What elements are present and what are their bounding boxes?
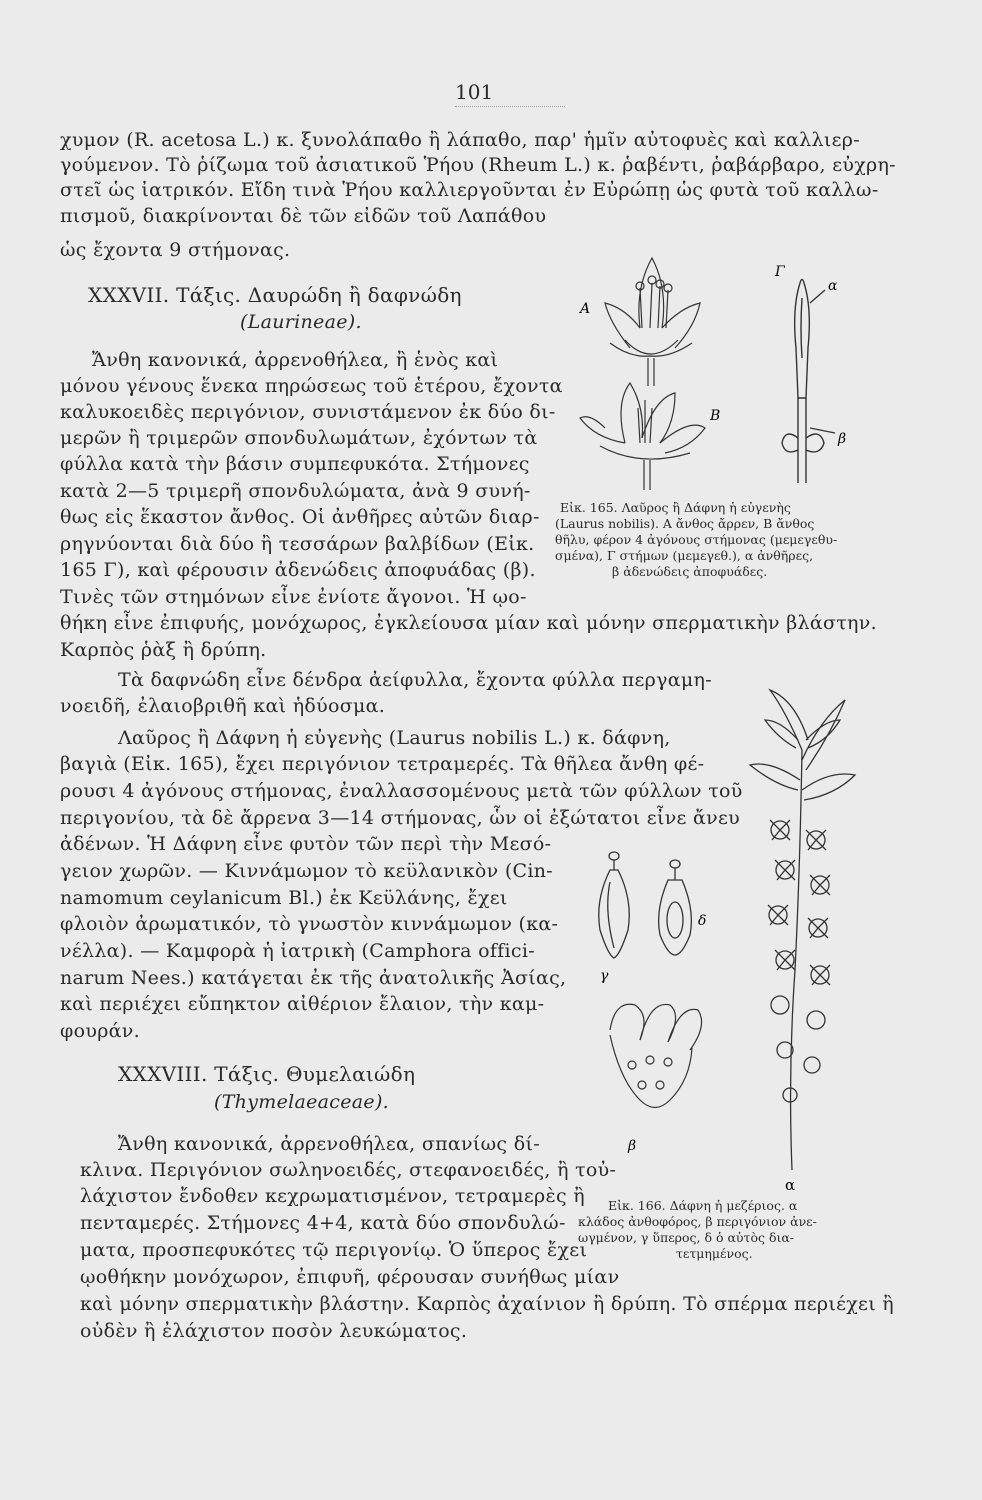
text-line: λάχιστον ἔνδοθεν κεχρωματισμένον, τετραμερὲς ἢ [80, 1185, 585, 1207]
fig166-label: β [628, 1138, 637, 1154]
text-line: κατὰ 2—5 τριμερῆ σπονδυλώματα, ἀνὰ 9 συνή- [60, 480, 531, 502]
text-line: στεῖ ὡς ἰατρικόν. Εἴδη τινὰ Ῥήου καλλιεργοῦνται ἐν Εὐρώπῃ ὡς φυτὰ τοῦ καλλω- [60, 179, 879, 201]
section-latin-name: (Laurineae). [240, 311, 362, 333]
text-line: καὶ περιέχει εὔπηκτον αἰθέριον ἔλαιον, τὴν καμ- [60, 993, 545, 1015]
fig165-label: β [838, 431, 847, 447]
fig165-label: α [828, 278, 838, 294]
text-line: καλυκοειδὲς περιγόνιον, συνιστάμενον ἐκ δύο δι- [60, 401, 556, 423]
pistil-drawing [599, 852, 630, 958]
fig166-label: δ [698, 913, 707, 929]
figure-caption-line: σμένα), Γ στήμων (μεμεγεθ.), α ἀνθῆρες, [555, 548, 814, 563]
figure-caption-line: Εἰκ. 166. Δάφνη ἡ μεζέριος. α [608, 1198, 798, 1213]
text-line: ὡς ἔχοντα 9 στήμονας. [60, 239, 291, 261]
text-line: Τινὲς τῶν στημόνων εἶνε ἐνίοτε ἄγονοι. Ἡ ῳο- [60, 586, 527, 608]
text-line: μερῶν ἢ τριμερῶν σπονδυλωμάτων, ἐχόντων τὰ [60, 427, 538, 449]
text-line: χυμον (R. acetosa L.) κ. ξυνολάπαθο ἢ λάπαθο, παρ' ἡμῖν αὐτοφυὲς καὶ καλλιερ- [60, 129, 860, 151]
text-line: περιγονίου, τὰ δὲ ἄρρενα 3—14 στήμονας, ὧν οἱ ἐξώτατοι εἶνε ἄνευ [60, 807, 741, 829]
header-rule [455, 106, 565, 107]
fig165-label: Γ [775, 264, 785, 280]
text-line: φλοιὸν ἀρωματικόν, τὸ γνωστὸν κιννάμωμον (κα- [60, 913, 559, 935]
page-number: 101 [455, 80, 494, 104]
text-line: βαγιὰ (Εἰκ. 165), ἔχει περιγόνιον τετραμερές. Τὰ θῆλεα ἄνθη φέ- [60, 753, 705, 775]
figure-caption-line: Εἰκ. 165. Λαῦρος ἢ Δάφνη ἡ εὐγενὴς [560, 500, 791, 515]
text-line: πισμοῦ, διακρίνονται δὲ τῶν εἰδῶν τοῦ Λαπάθου [60, 205, 547, 227]
text-line: Καρπὸς ῥὰξ ἢ δρύπη. [60, 639, 267, 661]
figure-caption-line: θῆλυ, φέρον 4 ἀγόνους στήμονας (μεμεγεθυ- [555, 532, 838, 547]
text-line: γειον χωρῶν. — Κιννάμωμον τὸ κεϋλανικὸν (Cin- [60, 860, 554, 882]
fig166-label: γ [600, 968, 609, 984]
text-line: φύλλα κατὰ τὴν βάσιν συμπεφυκότα. Στήμονες [60, 453, 530, 475]
flower-a-drawing [605, 258, 700, 386]
text-line: θως εἰς ἕκαστον ἄνθος. Οἱ ἀνθῆρες αὐτῶν διαρ- [60, 506, 540, 528]
figure-166-illustration [580, 670, 910, 1190]
text-line: ῳοθήκην μονόχωρον, ἐπιφυῆ, φέρουσαν συνήθως μίαν [80, 1266, 620, 1288]
fig165-label: Α [580, 301, 591, 317]
text-line: θήκη εἶνε ἐπιφυής, μονόχωρος, ἐγκλείουσα μίαν καὶ μόνην σπερματικὴν βλάστην. [60, 612, 877, 634]
figure-caption-line: (Laurus nobilis). Α ἄνθος ἄρρεν, Β ἄνθος [555, 516, 815, 531]
text-line: Ἄνθη κανονικά, ἀρρενοθήλεα, ἢ ἑνὸς καὶ [92, 349, 499, 371]
text-line: κλινα. Περιγόνιον σωληνοειδές, στεφανοειδές, ἢ τοὐ- [80, 1159, 617, 1181]
text-line: καὶ μόνην σπερματικὴν βλάστην. Καρπὸς ἀχαίνιον ἢ δρύπη. Τὸ σπέρμα περιέχει ἢ [80, 1293, 894, 1315]
text-line: ματα, προσπεφυκότες τῷ περιγονίῳ. Ὁ ὕπερος ἔχει [80, 1239, 588, 1261]
flowering-branch-drawing [750, 690, 855, 1170]
opened-perianth-drawing [610, 1004, 702, 1107]
text-line: οὐδὲν ἢ ἐλάχιστον ποσὸν λευκώματος. [80, 1320, 468, 1342]
fig165-label: Β [710, 408, 721, 424]
text-line: namomum ceylanicum Bl.) ἐκ Κεϋλάνης, ἔχει [60, 887, 508, 909]
text-line: Τὰ δαφνώδη εἶνε δένδρα ἀείφυλλα, ἔχοντα φύλλα περγαμη- [118, 669, 712, 691]
figure-caption-line: κλάδος ἀνθοφόρος, β περιγόνιον ἀνε- [578, 1214, 817, 1229]
text-line: 165 Γ), καὶ φέρουσιν ἀδενώδεις ἀποφυάδας (β). [60, 559, 536, 581]
stamen-drawing [782, 280, 835, 484]
figure-caption-line: ωγμένον, γ ὕπερος, δ ὁ αὐτὸς δια- [578, 1230, 795, 1245]
text-line: νοειδῆ, ἐλαιοβριθῆ καὶ ἡδύοσμα. [60, 695, 386, 717]
section-title: XXXVIII. Τάξις. Θυμελαιώδη [118, 1062, 416, 1086]
text-line: narum Nees.) κατάγεται ἐκ τῆς ἀνατολικῆς Ἀσίας, [60, 967, 567, 989]
figure-165-illustration [570, 228, 890, 498]
text-line: φουράν. [60, 1020, 140, 1042]
text-line: Ἄνθη κανονικά, ἀρρενοθήλεα, σπανίως δί- [118, 1133, 540, 1155]
section-latin-name: (Thymelaeaceae). [214, 1091, 390, 1113]
text-line: μόνου γένους ἕνεκα πηρώσεως τοῦ ἑτέρου, ἔχοντα [60, 375, 563, 397]
figure-caption-line: τετμημένος. [676, 1246, 753, 1261]
flower-b-drawing [580, 383, 705, 490]
text-line: πενταμερές. Στήμονες 4+4, κατὰ δύο σπονδυλώ- [80, 1212, 566, 1234]
fig166-label: α [785, 1176, 796, 1190]
section-title: XXXVII. Τάξις. Δαυρώδη ἢ δαφνώδη [88, 283, 462, 307]
text-line: Λαῦρος ἢ Δάφνη ἡ εὐγενὴς (Laurus nobilis L.) κ. δάφνη, [118, 727, 671, 749]
text-line: ἀδένων. Ἡ Δάφνη εἶνε φυτὸν τῶν περὶ τὴν Μεσό- [60, 833, 552, 855]
text-line: ρηγνύονται διὰ δύο ἢ τεσσάρων βαλβίδων (Εἰκ. [60, 533, 535, 555]
figure-caption-line: β ἀδενώδεις ἀποφυάδες. [612, 564, 768, 579]
text-line: γούμενον. Τὸ ῥίζωμα τοῦ ἀσιατικοῦ Ῥήου (Rheum L.) κ. ῥαβέντι, ῥαβάρβαρο, εὐχρη- [60, 154, 896, 176]
pistil-section-drawing [659, 860, 692, 955]
text-line: νέλλα). — Καμφορὰ ἡ ἰατρικὴ (Camphora offici- [60, 940, 535, 962]
text-line: ρουσι 4 ἀγόνους στήμονας, ἐναλλασσομένους μετὰ τῶν φύλλων τοῦ [60, 780, 743, 802]
